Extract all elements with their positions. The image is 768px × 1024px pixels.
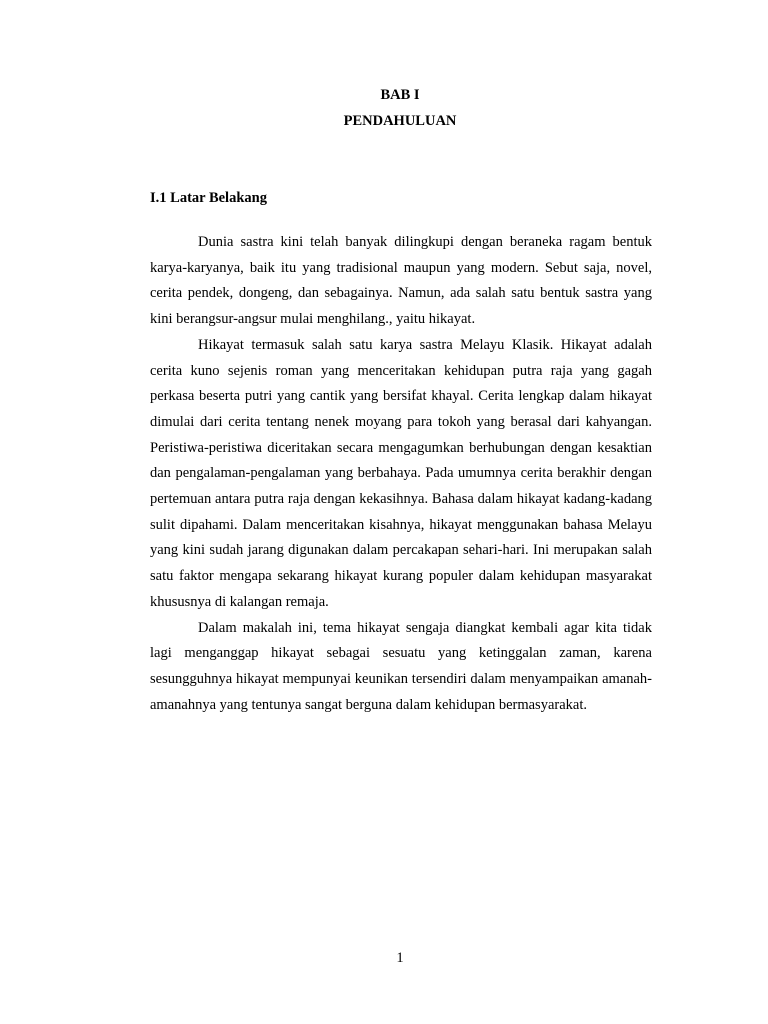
paragraph-1: Dunia sastra kini telah banyak dilingkupi dengan beraneka ragam bentuk karya-karyanya, baik itu yang tradisional maupun yang modern. Sebut saja, novel, cerita pendek, dongeng, dan sebagainya. Namun, ada salah satu bentuk sastra yang kini berangsur-angsur mulai menghilang., yaitu hikayat.	[150, 234, 652, 328]
chapter-number: BAB I	[380, 87, 420, 103]
paragraph-2: Hikayat termasuk salah satu karya sastra Melayu Klasik. Hikayat adalah cerita kuno sejenis roman yang menceritakan kehidupan putra raja yang gagah perkasa beserta putri yang cantik yang bersifat khayal. Cerita lengkap dalam hikayat dimulai dari cerita tentang nenek moyang para tokoh yang berasal dari kahyangan. Peristiwa-peristiwa diceritakan secara mengagumkan berhubungan dengan kesaktian dan pengalaman-pengalaman yang berbahaya. Pada umumnya cerita berakhir dengan pertemuan antara putra raja dengan kekasihnya. Bahasa dalam hikayat kadang-kadang sulit dipahami. Dalam menceritakan kisahnya, hikayat menggunakan bahasa Melayu yang kini sudah jarang digunakan dalam percakapan sehari-hari. Ini merupakan salah satu faktor mengapa sekarang hikayat kurang populer dalam kehidupan masyarakat khususnya di kalangan remaja.	[150, 336, 652, 610]
paragraph-3: Dalam makalah ini, tema hikayat sengaja diangkat kembali agar kita tidak lagi menganggap hikayat sebagai sesuatu yang ketinggalan zaman, karena sesungguhnya hikayat mempunyai keunikan tersendiri dalam menyampaikan amanah-amanahnya yang tentunya sangat berguna dalam kehidupan bermasyarakat.	[150, 619, 652, 713]
section-heading: I.1 Latar Belakang	[150, 190, 267, 206]
chapter-title: PENDAHULUAN	[343, 113, 457, 129]
body-text	[150, 230, 652, 718]
page-number: 1	[396, 950, 404, 966]
